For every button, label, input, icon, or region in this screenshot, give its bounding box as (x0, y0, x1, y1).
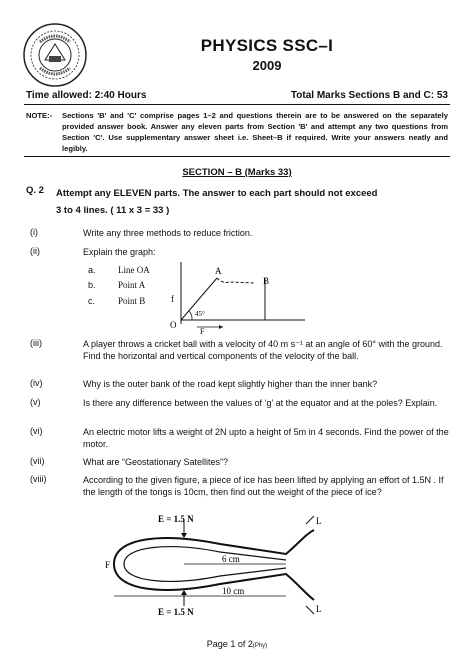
subpart-text: Point B (118, 296, 146, 306)
subpart-label: b. (88, 280, 96, 290)
divider-bottom (24, 156, 450, 157)
subpart-label: c. (88, 296, 96, 306)
part-text: An electric motor lifts a weight of 2N upto a height of 5m in 4 seconds. Find the power of the motor. (83, 427, 449, 449)
graph-angle-arc (189, 311, 192, 320)
graph-dashed-curve (217, 278, 255, 283)
subpart-text: Point A (118, 280, 146, 290)
tongs-lower-arm (114, 564, 314, 600)
graph-label-force: F (200, 327, 205, 336)
page-footer (0, 639, 474, 649)
part-number: (i) (30, 227, 38, 237)
part-text: A player throws a cricket ball with a velocity of 40 m s⁻¹ at an angle of 60° with the ground. Find the horizontal and vertical components of the velocity of the ball. (83, 339, 443, 361)
tongs-dist-10: 10 cm (222, 586, 245, 596)
paper-title: PHYSICS SSC–I (200, 36, 334, 55)
graph-label-a: A (215, 266, 222, 276)
note-label: NOTE:- (26, 111, 53, 120)
tongs-effort-bottom: E = 1.5 N (158, 607, 194, 617)
part-number: (viii) (30, 474, 47, 484)
part-number: (iv) (30, 378, 43, 388)
subject-tag: (Phy) (252, 643, 268, 649)
tongs-fulcrum-label: F (105, 560, 111, 570)
part-number: (vii) (30, 456, 45, 466)
part-text: Why is the outer bank of the road kept slightly higher than the inner bank? (83, 379, 378, 389)
graph-label-f: f (171, 294, 174, 304)
tongs-effort-top: E = 1.5 N (158, 514, 194, 524)
question-line-2: 3 to 4 lines. ( 11 x 3 = 33 ) (56, 205, 170, 216)
question-line-1: Attempt any ELEVEN parts. The answer to each part should not exceed (56, 188, 378, 199)
tongs-load-bottom: L (316, 604, 322, 614)
part-number: (v) (30, 397, 41, 407)
page-number: Page 1 of 2 (206, 639, 253, 649)
graph-label-o: O (170, 320, 177, 330)
tongs-upper-arm (114, 530, 314, 564)
part-number: (ii) (30, 246, 40, 256)
friction-graph (165, 258, 315, 338)
divider-top (24, 104, 450, 105)
time-allowed: Time allowed: 2:40 Hours (26, 90, 147, 101)
part-text: Explain the graph: (83, 247, 156, 257)
part-text: Is there any difference between the values of ‘g’ at the equator and at the poles? Explain. (83, 398, 438, 408)
section-heading: SECTION – B (Marks 33) (182, 167, 292, 178)
total-marks: Total Marks Sections B and C: 53 (290, 90, 448, 101)
tongs-load-top: L (316, 516, 322, 526)
note-text: Sections 'B' and 'C' comprise pages 1–2 and questions therein are to be answered on the separately provided answer book. Answer any eleven parts from Section 'B' and attempt any two questions from Section 'C'. Use supplementary answer sheet i.e. Sheet–B if required. Write your answers neatly and legibly. (62, 111, 448, 153)
graph-label-b: B (263, 276, 270, 286)
part-number: (iii) (30, 338, 42, 348)
part-text: According to the given figure, a piece of ice has been lifted by applying an effort of 1.5N . If the length of the tongs is 10cm, then find out the weight of the piece of ice? (83, 475, 444, 497)
part-number: (vi) (30, 426, 43, 436)
tongs-dist-6: 6 cm (222, 554, 240, 564)
tongs-figure (100, 512, 330, 618)
part-text: Write any three methods to reduce friction. (83, 228, 253, 238)
part-text: What are “Geostationary Satellites”? (83, 457, 229, 467)
subpart-label: a. (88, 265, 96, 275)
paper-year: 2009 (252, 58, 282, 73)
subpart-text: Line OA (118, 265, 150, 275)
question-instruction (56, 185, 456, 219)
graph-angle-label: 45° (195, 310, 205, 318)
question-number: Q. 2 (26, 185, 44, 196)
